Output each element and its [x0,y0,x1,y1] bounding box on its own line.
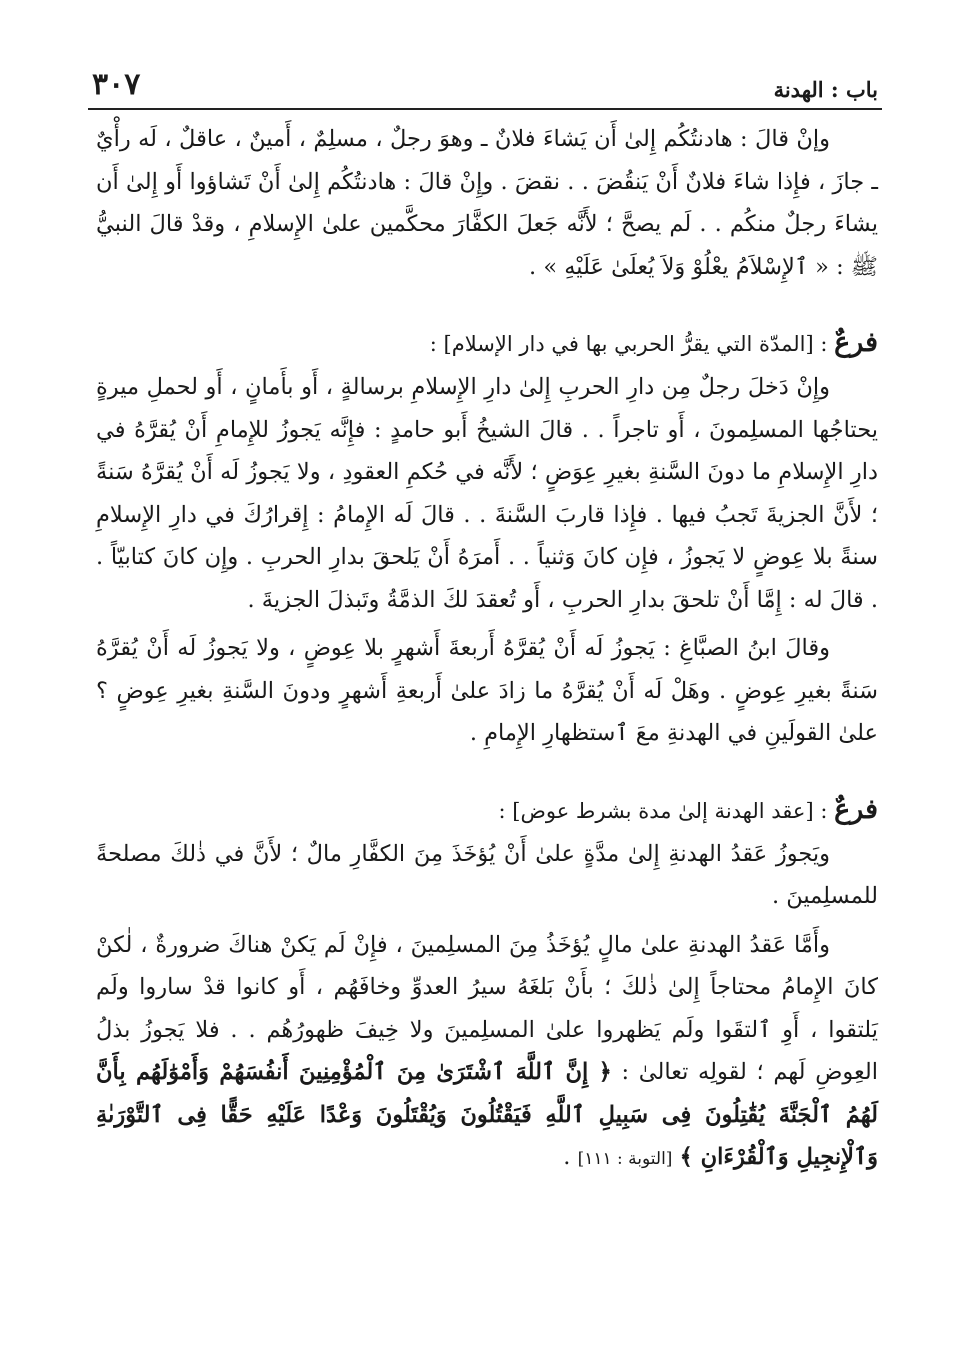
branch-title: : [عقد الهدنة إلىٰ مدة بشرط عوض] : [498,798,835,823]
branch-heading [96,789,878,833]
branch-heading [96,322,878,366]
section1-paragraph-2: وقالَ ابنُ الصبَّاغِ : يَجوزُ لَه أَنْ يُقرَّهُ أَربعةَ أَشهرٍ بلا عِوضٍ ، ولا يَجوزُ لَه أَنْ يُقرَّهُ سَنةً بغيرِ عِوضٍ . وهَلْ لَه أَنْ يُقرَّهُ ما زادَ علىٰ أَربعةِ أَشهرٍ ودونَ السَّنةِ بغيرِ عِوضٍ ؟ علىٰ القولَينِ في الهدنةِ معَ ٱستظهارِ الإِمامِ . [96,635,878,746]
section-branch-1 [96,322,878,755]
page-body [96,118,878,1181]
page-header [92,62,878,102]
chapter-title: باب : الهدنة [773,77,878,102]
branch-title: : [المدّة التي يقرُّ الحربي بها في دار الإسلام] : [429,332,835,356]
quran-verse: ﴿ إِنَّ ٱللَّهَ ٱشْتَرَىٰ مِنَ ٱلْمُؤْمِنِينَ أَنفُسَهُمْ وَأَمْوَٰلَهُم بِأَنَّ لَهُمُ ٱلْجَنَّةَ يُقَٰتِلُونَ فِى سَبِيلِ ٱللَّهِ فَيَقْتُلُونَ وَيُقْتَلُونَ وَعْدًا عَلَيْهِ حَقًّا فِى ٱلتَّوْرَىٰةِ وَٱلْإِنجِيلِ وَٱلْقُرْءَانِ ﴾ [96,1059,878,1170]
header-divider [88,108,882,110]
verse-reference: [التوبة : ١١١] [577,1149,673,1169]
section2-paragraph-2 [96,924,878,1181]
intro-paragraph: وإنْ قالَ : هادنتُكُم إِلىٰ أَن يَشاءَ فلانٌ ـ وهوَ رجلٌ ، مسلِمٌ ، أَمينٌ ، عاقلٌ ، لَه رأْيٌ ـ جازَ ، فإِذا شاءَ فلانٌ أَنْ يَنقُضَ . . نقضَ . وإِنْ قالَ : هادنتُكُم إِلىٰ أَنْ تَشاؤوا أَو إِلىٰ أَن يشاءَ رجلٌ منكُم . . لَم يصحَّ ؛ لأَنَّه جَعلَ الكفَّارَ محكَّمين علىٰ الإِسلامِ ، وقدْ قالَ النبيُّ ﷺ : « ٱلإِسْلاَمُ يعْلُوْ وَلاَ يُعلَىٰ عَلَيْهِ » . [96,126,878,280]
paragraph-end: . [563,1144,578,1170]
section2-paragraph-2-text: وأَمَّا عَقدُ الهدنةِ علىٰ مالٍ يُؤخَذُ مِنَ المسلِمينَ ، فإِنْ لَم يَكنْ هناكَ ضرورةٌ ، لٰكنْ كانَ الإِمامُ محتاجاً إِلىٰ ذٰلكَ ؛ بأَنْ بَلغَهُ سيرُ العدوِّ وخافَهُم ، أَو كانوا قدْ ساروا ولَم يَلتقوا ، أَوِ ٱلتقَوا ولَم يَظهروا علىٰ المسلِمينَ ولا خِيفَ ظهورُهُم . . فلا يَجوزُ بذلُ العِوضِ لَهم ؛ لقولِه تعالىٰ : [96,931,878,1085]
branch-label: فرعٌ [834,327,878,358]
section1-paragraph-1: وإِنْ دَخلَ رجلٌ مِن دارِ الحربِ إِلىٰ دارِ الإِسلامِ برسالةٍ ، أَو بأَمانٍ ، أَو لحملِ ميرةٍ يحتاجُها المسلِمونَ ، أَو تاجراً . . قالَ الشيخُ أَبو حامدٍ : فإِنَّه يَجوزُ للإِمامِ أَنْ يُقرَّهُ في دارِ الإِسلامِ ما دونَ السَّنةِ بغيرِ عِوَضٍ ؛ لأَنَّه في حُكمِ العقودِ ، ولا يَجوزُ لَه أَنْ يُقرَّهُ سَنةً ؛ لأَنَّ الجزيةَ تَجبُ فيها . فإِذا قاربَ السَّنةَ . . قالَ لَه الإِمامُ : إِقرارُكَ في دارِ الإِسلامِ سنةً بلا عِوضٍ لا يَجوزُ ، فإِن كانَ وَثنياً . . أَمرَهُ أَنْ يَلحقَ بدارِ الحربِ . وإِن كانَ كتابيّاً . . قالَ له : إِمَّا أَنْ تلحقَ بدارِ الحربِ ، أَو تُعقدَ لكَ الذمَّةُ وتَبذلَ الجزيةَ . [96,374,878,613]
branch-label: فرعٌ [834,793,878,825]
section2-paragraph-1: ويَجوزُ عَقدُ الهدنةِ إِلىٰ مدَّةٍ علىٰ أَنْ يُؤخَذَ مِنَ الكفَّارِ مالٌ ؛ لأَنَّ في ذٰلكَ مصلحةً للمسلِمينَ . [96,840,878,909]
page-number: ٣٠٧ [92,67,141,102]
section-branch-2 [96,789,878,1181]
